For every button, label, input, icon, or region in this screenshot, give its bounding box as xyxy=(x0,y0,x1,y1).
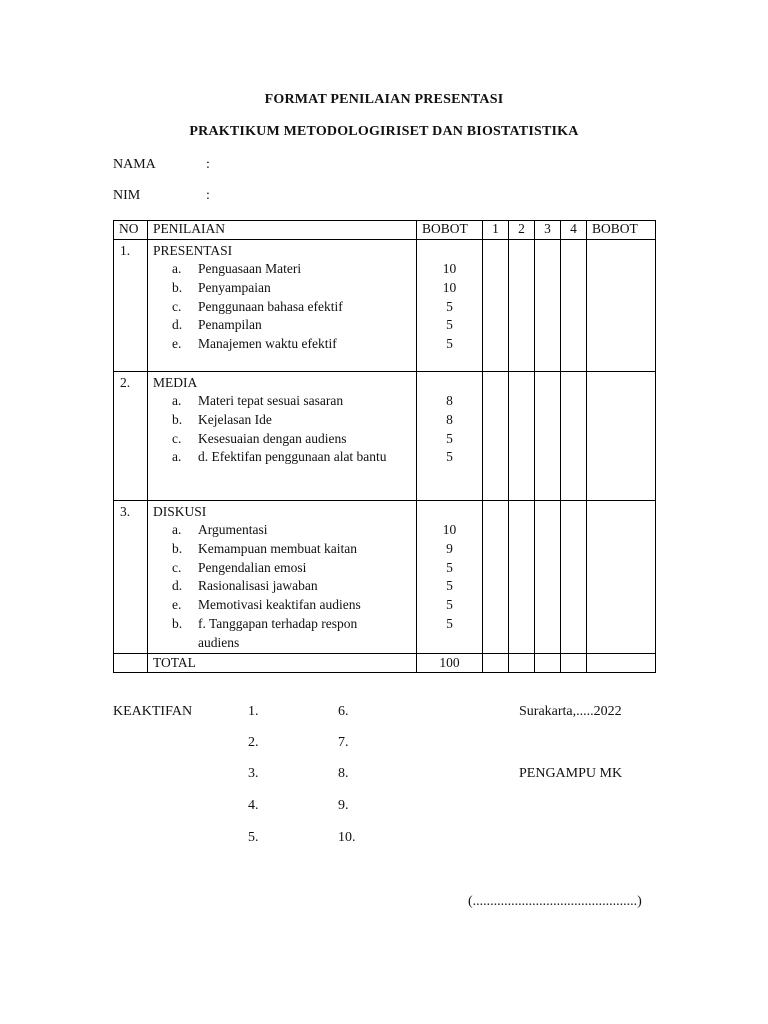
list-item: b. Kejelasan Ide xyxy=(172,411,272,427)
score-cell[interactable] xyxy=(535,372,561,501)
section-number: 2. xyxy=(120,375,131,390)
section-title: DISKUSI xyxy=(153,504,207,519)
list-item: c. Pengendalian emosi xyxy=(172,559,307,575)
header-score-1: 1 xyxy=(483,221,509,240)
keaktifan-number: 3. xyxy=(248,766,259,781)
total-weight-cell[interactable] xyxy=(587,501,656,654)
list-item: audiens xyxy=(198,634,240,650)
table-row xyxy=(114,501,656,654)
score-cell[interactable] xyxy=(561,653,587,672)
total-label: TOTAL xyxy=(153,654,196,670)
score-cell[interactable] xyxy=(561,240,587,372)
header-penilaian: PENILAIAN xyxy=(148,221,417,240)
nim-label: NIM xyxy=(113,188,141,203)
list-item: e. Memotivasi keaktifan audiens xyxy=(172,597,361,613)
keaktifan-number: 4. xyxy=(248,798,259,813)
list-item: a. Argumentasi xyxy=(172,522,268,537)
table-row xyxy=(114,240,656,372)
list-item: b. f. Tanggapan terhadap respon xyxy=(172,615,358,631)
header-bobot: BOBOT xyxy=(417,221,483,240)
nim-separator: : xyxy=(206,188,210,203)
keaktifan-label: KEAKTIFAN xyxy=(113,704,193,719)
score-cell[interactable] xyxy=(483,501,509,654)
weight-cell: 10 10 5 5 5 xyxy=(417,240,483,372)
total-weight-cell[interactable] xyxy=(587,372,656,501)
score-cell[interactable] xyxy=(535,501,561,654)
list-item: d. Rasionalisasi jawaban xyxy=(172,578,318,594)
score-cell[interactable] xyxy=(483,653,509,672)
header-score-4: 4 xyxy=(561,221,587,240)
header-score-3: 3 xyxy=(535,221,561,240)
place-date: Surakarta,.....2022 xyxy=(519,704,622,719)
keaktifan-number: 9. xyxy=(338,798,349,813)
document-subtitle: PRAKTIKUM METODOLOGIRISET DAN BIOSTATISTIKA xyxy=(189,124,579,139)
keaktifan-number: 2. xyxy=(248,735,259,750)
list-item: c. Penggunaan bahasa efektif xyxy=(172,298,343,314)
total-row xyxy=(114,653,656,672)
nama-label: NAMA xyxy=(113,157,156,172)
weight-cell: 8 8 5 5 xyxy=(417,372,483,501)
document-title: FORMAT PENILAIAN PRESENTASI xyxy=(264,92,504,107)
score-cell[interactable] xyxy=(535,240,561,372)
keaktifan-number: 10. xyxy=(338,830,356,845)
header-bobot-total: BOBOT xyxy=(587,221,656,240)
score-cell[interactable] xyxy=(483,240,509,372)
section-number: 1. xyxy=(120,243,131,258)
score-cell[interactable] xyxy=(509,240,535,372)
nama-separator: : xyxy=(206,157,210,172)
score-cell[interactable] xyxy=(535,653,561,672)
list-item: b. Kemampuan membuat kaitan xyxy=(172,540,357,556)
keaktifan-number: 1. xyxy=(248,704,259,719)
list-item: c. Kesesuaian dengan audiens xyxy=(172,430,347,446)
section-title: MEDIA xyxy=(153,375,198,390)
list-item: e. Manajemen waktu efektif xyxy=(172,336,337,352)
list-item: d. Penampilan xyxy=(172,317,262,333)
header-no: NO xyxy=(114,221,148,240)
total-weight-cell[interactable] xyxy=(587,653,656,672)
keaktifan-number: 5. xyxy=(248,830,259,845)
list-item: b. Penyampaian xyxy=(172,279,271,295)
signature-line: (...............................................) xyxy=(468,894,642,909)
section-title: PRESENTASI xyxy=(153,243,233,258)
keaktifan-number: 7. xyxy=(338,735,349,750)
table-row xyxy=(114,372,656,501)
list-item: a. Materi tepat sesuai sasaran xyxy=(172,393,344,408)
score-cell[interactable] xyxy=(483,372,509,501)
signer-role: PENGAMPU MK xyxy=(519,766,623,781)
header-score-2: 2 xyxy=(509,221,535,240)
score-cell[interactable] xyxy=(561,501,587,654)
weight-cell: 10 9 5 5 5 5 xyxy=(417,501,483,654)
total-value: 100 xyxy=(439,654,460,670)
score-cell[interactable] xyxy=(509,372,535,501)
list-item: a. d. Efektifan penggunaan alat bantu xyxy=(172,449,387,465)
section-number: 3. xyxy=(120,504,131,519)
score-cell[interactable] xyxy=(561,372,587,501)
keaktifan-number: 8. xyxy=(338,766,349,781)
list-item: a. Penguasaan Materi xyxy=(172,261,302,276)
score-cell[interactable] xyxy=(509,501,535,654)
total-weight-cell[interactable] xyxy=(587,240,656,372)
keaktifan-number: 6. xyxy=(338,704,349,719)
assessment-table xyxy=(113,220,656,673)
score-cell[interactable] xyxy=(509,653,535,672)
table-header-row xyxy=(114,221,656,240)
